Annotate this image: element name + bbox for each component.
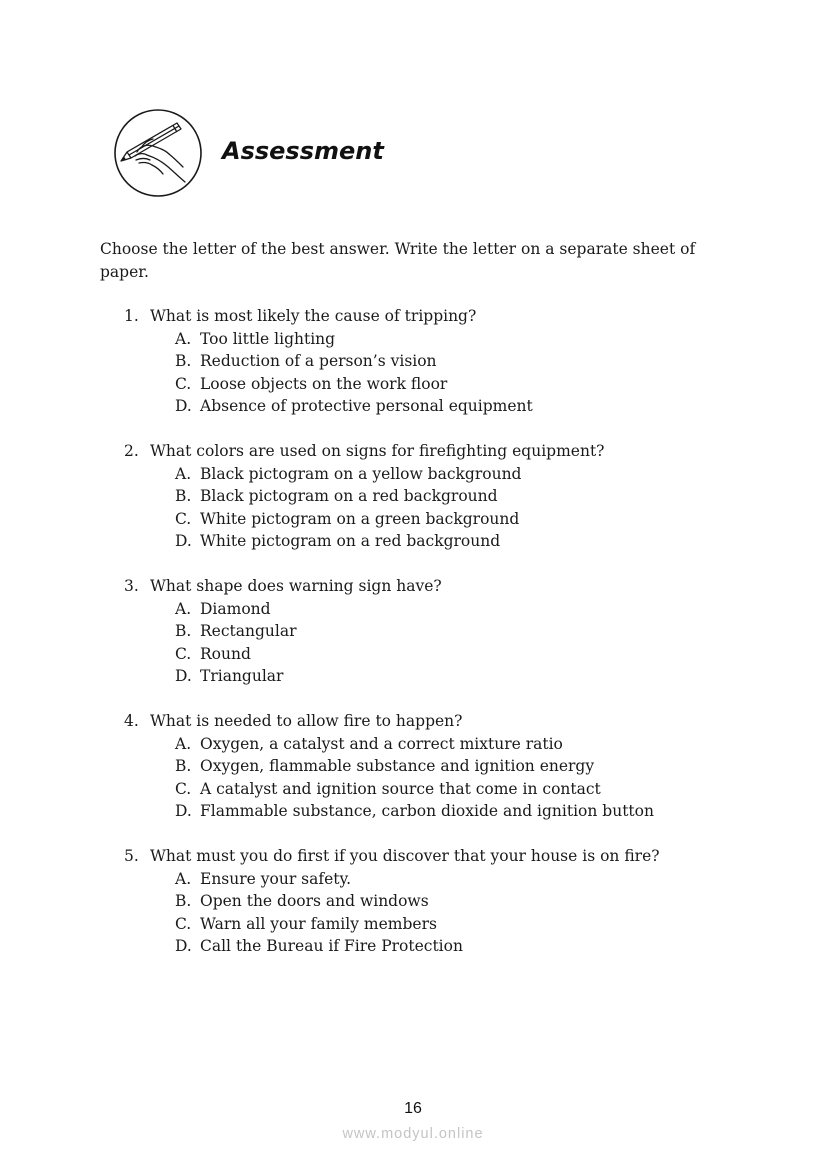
option-letter: A. xyxy=(175,329,192,348)
question-item xyxy=(124,440,744,553)
option-text: Open the doors and windows xyxy=(200,892,429,910)
option-text: Black pictogram on a red background xyxy=(200,487,498,505)
option-text: Triangular xyxy=(200,667,284,685)
question-number: 1. xyxy=(124,307,139,325)
question-stem xyxy=(124,305,744,328)
question-stem xyxy=(124,440,744,463)
answer-options xyxy=(124,868,744,958)
option-letter: D. xyxy=(175,397,192,415)
page-number: 16 xyxy=(404,1100,422,1117)
option-letter: A. xyxy=(175,869,192,888)
option-letter: C. xyxy=(175,374,192,393)
option-text: A catalyst and ignition source that come in contact xyxy=(200,779,601,798)
question-stem xyxy=(124,710,744,733)
answer-option xyxy=(175,373,744,396)
answer-options xyxy=(124,463,744,553)
option-letter: D. xyxy=(175,937,192,955)
option-text: Rectangular xyxy=(200,622,297,640)
question-item xyxy=(124,845,744,958)
option-letter: D. xyxy=(175,532,192,550)
answer-option xyxy=(175,755,744,778)
option-text: Diamond xyxy=(200,599,271,618)
question-number: 3. xyxy=(124,577,139,595)
answer-option xyxy=(175,350,744,373)
answer-option xyxy=(175,890,744,913)
option-text: White pictogram on a red background xyxy=(200,532,501,550)
option-letter: C. xyxy=(175,779,192,798)
answer-option xyxy=(175,913,744,936)
option-text: Oxygen, a catalyst and a correct mixture ratio xyxy=(200,734,563,753)
option-text: Absence of protective personal equipment xyxy=(200,397,533,415)
option-letter: C. xyxy=(175,914,192,933)
option-letter: B. xyxy=(175,757,192,775)
answer-option xyxy=(175,508,744,531)
hand-writing-pencil-icon xyxy=(113,108,203,198)
option-letter: B. xyxy=(175,487,192,505)
answer-options xyxy=(124,733,744,823)
question-text: What colors are used on signs for firefighting equipment? xyxy=(150,442,605,460)
option-letter: D. xyxy=(175,802,192,820)
option-text: Ensure your safety. xyxy=(200,869,352,888)
option-text: Round xyxy=(200,644,251,663)
section-header xyxy=(113,108,384,198)
question-item xyxy=(124,575,744,688)
answer-option xyxy=(175,643,744,666)
option-letter: A. xyxy=(175,599,192,618)
option-letter: B. xyxy=(175,892,192,910)
question-text: What shape does warning sign have? xyxy=(150,577,442,595)
option-letter: D. xyxy=(175,667,192,685)
answer-option xyxy=(175,530,744,553)
answer-options xyxy=(124,598,744,688)
watermark: www.modyul.online xyxy=(342,1126,484,1142)
answer-option xyxy=(175,395,744,418)
question-stem xyxy=(124,575,744,598)
option-text: Black pictogram on a yellow background xyxy=(200,464,522,483)
option-letter: C. xyxy=(175,509,192,528)
question-text: What is needed to allow fire to happen? xyxy=(150,712,463,730)
question-text: What is most likely the cause of tripping? xyxy=(150,307,477,325)
question-stem xyxy=(124,845,744,868)
option-text: Warn all your family members xyxy=(200,914,437,933)
option-text: Reduction of a person’s vision xyxy=(200,352,437,370)
question-item xyxy=(124,305,744,418)
option-text: Call the Bureau if Fire Protection xyxy=(200,937,463,955)
instructions-text: Choose the letter of the best answer. Write the letter on a separate sheet of paper. xyxy=(100,240,696,281)
answer-option xyxy=(175,463,744,486)
option-letter: B. xyxy=(175,622,192,640)
option-letter: B. xyxy=(175,352,192,370)
option-text: Loose objects on the work floor xyxy=(200,374,448,393)
answer-option xyxy=(175,800,744,823)
question-list xyxy=(124,305,744,980)
option-letter: A. xyxy=(175,464,192,483)
question-number: 4. xyxy=(124,712,139,730)
answer-options xyxy=(124,328,744,418)
option-text: Flammable substance, carbon dioxide and ignition button xyxy=(200,802,654,820)
option-text: White pictogram on a green background xyxy=(200,509,520,528)
question-item xyxy=(124,710,744,823)
answer-option xyxy=(175,868,744,891)
option-text: Too little lighting xyxy=(200,329,336,348)
page-title: Assessment xyxy=(222,137,384,165)
option-text: Oxygen, flammable substance and ignition energy xyxy=(200,757,595,775)
option-letter: C. xyxy=(175,644,192,663)
question-text: What must you do first if you discover that your house is on fire? xyxy=(150,847,660,865)
question-number: 2. xyxy=(124,442,139,460)
answer-option xyxy=(175,733,744,756)
question-number: 5. xyxy=(124,847,139,865)
answer-option xyxy=(175,778,744,801)
option-letter: A. xyxy=(175,734,192,753)
answer-option xyxy=(175,665,744,688)
answer-option xyxy=(175,935,744,958)
answer-option xyxy=(175,485,744,508)
answer-option xyxy=(175,328,744,351)
answer-option xyxy=(175,598,744,621)
answer-option xyxy=(175,620,744,643)
